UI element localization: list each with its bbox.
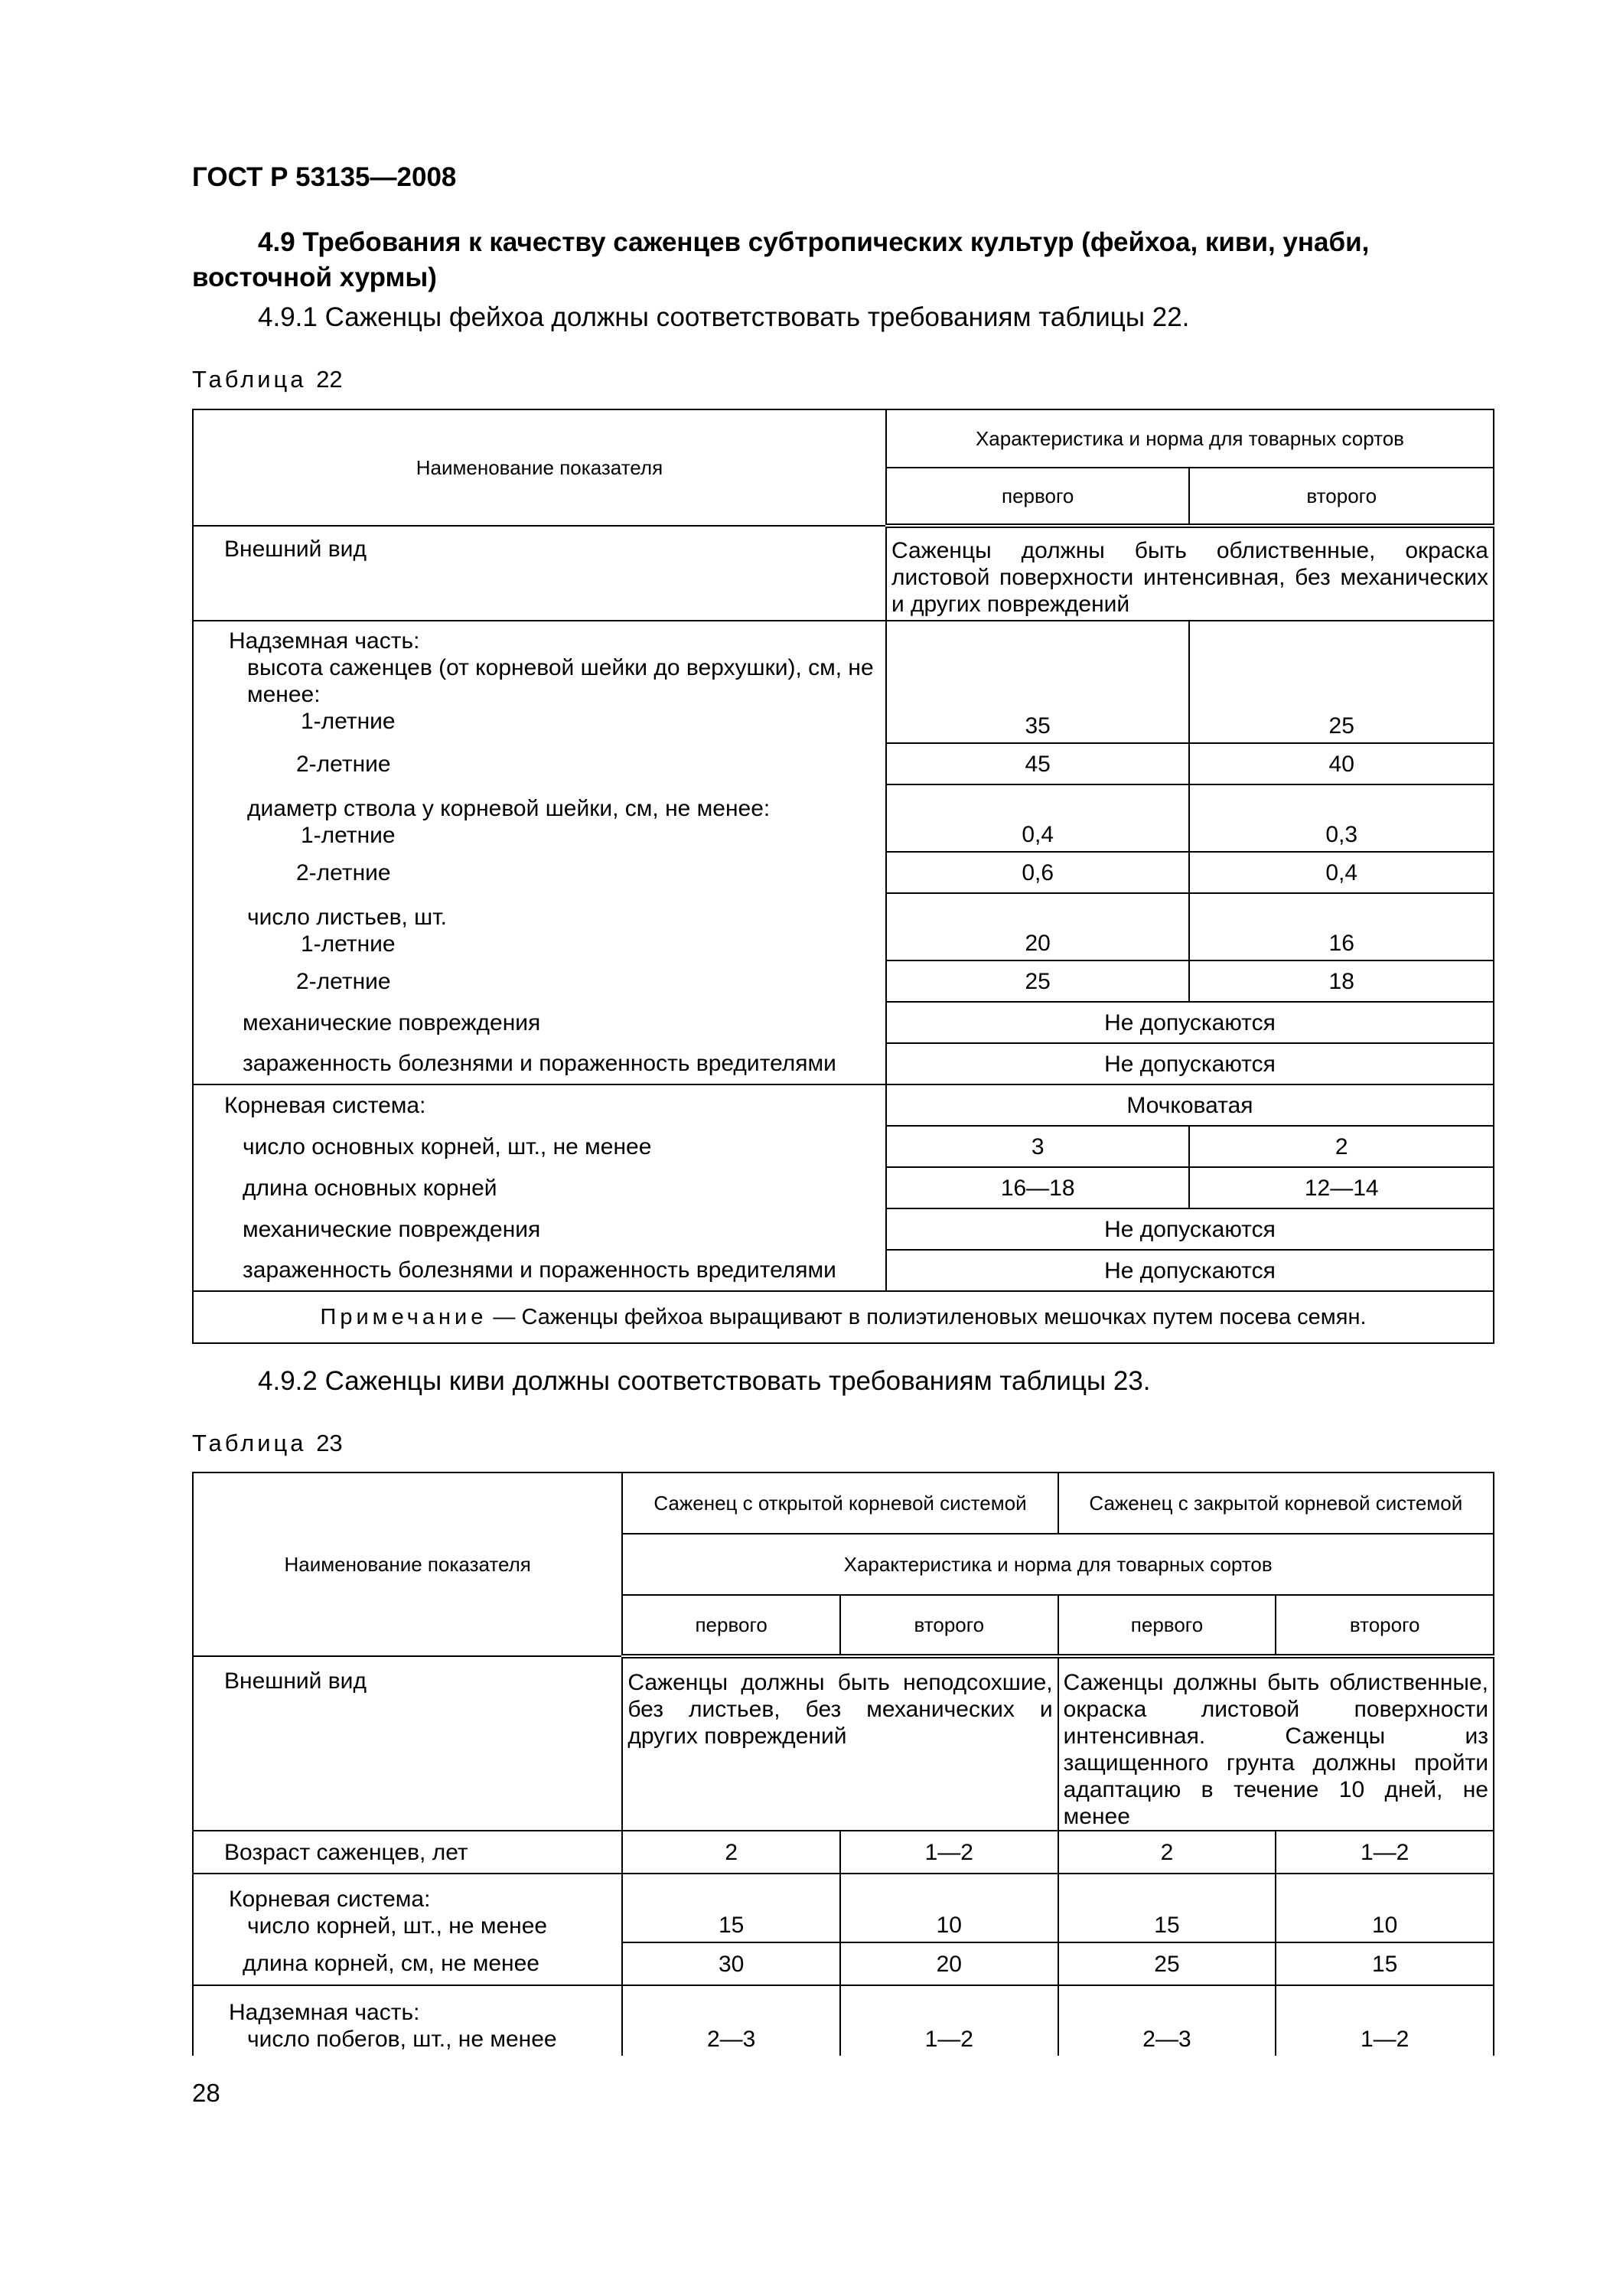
root-count-open-first: 15	[622, 1874, 840, 1942]
head-open-second: второго	[840, 1595, 1058, 1656]
row-root-count-label	[193, 1874, 622, 1942]
table-23-caption	[192, 1430, 343, 1457]
shoots-closed-first: 2—3	[1058, 1985, 1276, 2056]
appearance-closed: Саженцы должны быть облиственные, окраска листовой поверхности интенсивная. Саженцы из защищенного грунта должны пройти адаптацию в течение 10 дней, не менее	[1058, 1656, 1494, 1831]
root-infestation-value: Не допускаются	[886, 1250, 1494, 1291]
one-year-label: 1-летние	[301, 823, 396, 848]
height-1-second: 25	[1189, 621, 1494, 743]
head-first-grade: первого	[886, 468, 1190, 526]
diam-2-second: 0,4	[1189, 852, 1494, 893]
leaves-1-first: 20	[886, 893, 1190, 960]
root-system-label: Корневая система:	[193, 1084, 886, 1126]
one-year-label: 1-летние	[301, 709, 396, 734]
section-title: 4.9 Требования к качеству саженцев субтропических культур (фейхоа, киви, унаби, восточной хурмы)	[192, 227, 1370, 292]
row-diameter-label	[193, 784, 886, 852]
row-shoots-label	[193, 1985, 622, 2056]
row-leaves-label	[193, 893, 886, 960]
two-year-label: 2-летние	[193, 960, 886, 1002]
diam-1-second: 0,3	[1189, 784, 1494, 852]
leaves-2-second: 18	[1189, 960, 1494, 1002]
page-number: 28	[192, 2079, 220, 2107]
above-ground-label: Надземная часть:	[229, 628, 420, 654]
head-closed-first: первого	[1058, 1595, 1276, 1656]
table-22-note	[193, 1291, 1494, 1343]
height-2-first: 45	[886, 743, 1190, 784]
root-count-open-second: 10	[840, 1874, 1058, 1942]
paragraph-4-9-2: 4.9.2 Саженцы киви должны соответствовать требованиям таблицы 23.	[258, 1366, 1151, 1396]
root-count-closed-first: 15	[1058, 1874, 1276, 1942]
root-length-open-second: 20	[840, 1942, 1058, 1985]
two-year-label: 2-летние	[193, 852, 886, 893]
paragraph-4-9-1: 4.9.1 Саженцы фейхоа должны соответствовать требованиям таблицы 22.	[258, 302, 1190, 332]
root-count-label: число корней, шт., не менее	[247, 1913, 548, 1939]
head-open-first: первого	[622, 1595, 840, 1656]
age-open-second: 1—2	[840, 1831, 1058, 1874]
table-22-caption	[192, 366, 343, 393]
root-count-second: 2	[1189, 1126, 1494, 1167]
root-infestation-label: зараженность болезнями и пораженность вредителями	[193, 1250, 886, 1291]
diameter-label: диаметр ствола у корневой шейки, см, не менее:	[247, 796, 771, 821]
head-second-grade: второго	[1189, 468, 1494, 526]
caption-number: 23	[316, 1430, 343, 1456]
root-system-label: Корневая система:	[229, 1887, 431, 1912]
root-mech-damage-value: Не допускаются	[886, 1208, 1494, 1250]
row-appearance-label: Внешний вид	[193, 1656, 622, 1831]
shoots-open-first: 2—3	[622, 1985, 840, 2056]
table-22	[192, 409, 1494, 1344]
head-closed-root: Саженец с закрытой корневой системой	[1058, 1473, 1494, 1534]
note-word: Примечание	[320, 1304, 487, 1329]
age-closed-first: 2	[1058, 1831, 1276, 1874]
diam-1-first: 0,4	[886, 784, 1190, 852]
appearance-open: Саженцы должны быть неподсохшие, без листьев, без механических и других повреждений	[622, 1656, 1058, 1831]
caption-word: Таблица	[192, 366, 307, 393]
root-count-closed-second: 10	[1276, 1874, 1494, 1942]
caption-number: 22	[316, 366, 343, 393]
head-indicator: Наименование показателя	[193, 1473, 622, 1656]
shoots-closed-second: 1—2	[1276, 1985, 1494, 2056]
caption-word: Таблица	[192, 1430, 307, 1456]
root-length-second: 12—14	[1189, 1167, 1494, 1208]
head-closed-second: второго	[1276, 1595, 1494, 1656]
head-characteristic: Характеристика и норма для товарных сортов	[622, 1534, 1494, 1595]
diam-2-first: 0,6	[886, 852, 1190, 893]
height-label: высота саженцев (от корневой шейки до верхушки), см, не менее:	[247, 655, 874, 707]
head-characteristic: Характеристика и норма для товарных сортов	[886, 409, 1494, 468]
two-year-label: 2-летние	[193, 743, 886, 784]
mech-damage-label: механические повреждения	[193, 1002, 886, 1043]
root-mech-damage-label: механические повреждения	[193, 1208, 886, 1250]
leaves-2-first: 25	[886, 960, 1190, 1002]
age-closed-second: 1—2	[1276, 1831, 1494, 1874]
height-2-second: 40	[1189, 743, 1494, 784]
head-indicator: Наименование показателя	[193, 409, 886, 526]
one-year-label: 1-летние	[301, 931, 396, 957]
above-ground-label: Надземная часть:	[229, 2000, 420, 2025]
row-appearance-value: Саженцы должны быть облиственные, окраска листовой поверхности интенсивная, без механических и других повреждений	[886, 526, 1494, 621]
shoots-label: число побегов, шт., не менее	[247, 2027, 557, 2052]
infestation-value: Не допускаются	[886, 1043, 1494, 1084]
leaves-label: число листьев, шт.	[247, 905, 447, 930]
height-1-first: 35	[886, 621, 1190, 743]
row-height-label	[193, 621, 886, 743]
leaves-1-second: 16	[1189, 893, 1494, 960]
table-23	[192, 1472, 1494, 2056]
root-length-closed-second: 15	[1276, 1942, 1494, 1985]
document-header: ГОСТ Р 53135—2008	[192, 162, 457, 192]
root-system-type: Мочковатая	[886, 1084, 1494, 1126]
age-label: Возраст саженцев, лет	[193, 1831, 622, 1874]
mech-damage-value: Не допускаются	[886, 1002, 1494, 1043]
root-count-first: 3	[886, 1126, 1190, 1167]
age-open-first: 2	[622, 1831, 840, 1874]
note-text: — Саженцы фейхоа выращивают в полиэтиленовых мешочках путем посева семян.	[487, 1304, 1367, 1329]
root-length-first: 16—18	[886, 1167, 1190, 1208]
shoots-open-second: 1—2	[840, 1985, 1058, 2056]
root-count-label: число основных корней, шт., не менее	[193, 1126, 886, 1167]
root-length-label: длина основных корней	[193, 1167, 886, 1208]
root-length-open-first: 30	[622, 1942, 840, 1985]
root-length-label: длина корней, см, не менее	[193, 1942, 622, 1985]
infestation-label: зараженность болезнями и пораженность вредителями	[193, 1043, 886, 1084]
root-length-closed-first: 25	[1058, 1942, 1276, 1985]
head-open-root: Саженец с открытой корневой системой	[622, 1473, 1058, 1534]
row-appearance-label: Внешний вид	[193, 526, 886, 621]
